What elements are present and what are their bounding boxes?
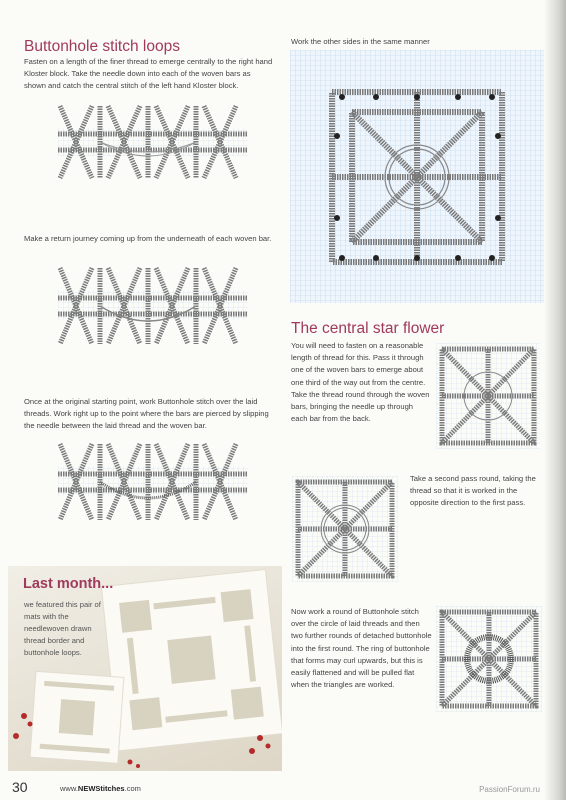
figure-other-sides-grid bbox=[290, 50, 544, 303]
page-edge-shadow bbox=[544, 0, 566, 800]
figure-buttonhole-step2 bbox=[58, 262, 248, 352]
figure-star-step3 bbox=[436, 606, 542, 712]
star-step3-text: Now work a round of Buttonhole stitch over the circle of laid threads and then two further rounds of detached buttonhole into the first round. The ring of buttonhole that forms may curl upwards, but this is easily flattened and will be pulled flat when the triangles are worked. bbox=[291, 607, 432, 690]
other-sides-caption: Work the other sides in the same manner bbox=[291, 37, 430, 46]
last-month-title: Last month... bbox=[23, 576, 114, 592]
section-title-buttonhole: Buttonhole stitch loops bbox=[24, 38, 180, 55]
buttonhole-return-text: Make a return journey coming up from the underneath of each woven bar. bbox=[24, 234, 272, 243]
star-step2-text: Take a second pass round, taking the thread so that it is worked in the opposite direction to the first pass. bbox=[410, 474, 536, 508]
star-step1-text: You will need to fasten on a reasonable length of thread for this. Pass it through one of the woven bars to emerge about one third of the way out from the centre. Take the thread round through the woven bars, bringing the needle up through each bar from the back. bbox=[291, 341, 430, 424]
buttonhole-intro-text: Fasten on a length of the finer thread to emerge centrally to the right hand Kloster block. Take the needle down into each of the woven bars as shown and catch the central stitch of the left hand Kloster block. bbox=[24, 57, 273, 91]
page-number: 30 bbox=[12, 779, 28, 795]
figure-buttonhole-step3 bbox=[58, 438, 248, 528]
last-month-text: we featured this pair of mats with the needlewoven drawn thread border and buttonhole loops. bbox=[24, 600, 101, 657]
figure-star-step2 bbox=[292, 476, 398, 582]
figure-buttonhole-step1 bbox=[58, 100, 248, 184]
figure-star-step1 bbox=[436, 343, 540, 449]
footer-url: www.NEWStitches.com bbox=[60, 784, 141, 793]
section-title-star: The central star flower bbox=[291, 320, 445, 337]
last-month-photo bbox=[8, 566, 282, 771]
watermark: PassionForum.ru bbox=[479, 785, 540, 794]
buttonhole-start-text: Once at the original starting point, work Buttonhole stitch over the laid threads. Work right up to the point where the bars are pierced by slipping the needle between the laid thread and the woven bar. bbox=[24, 397, 269, 431]
